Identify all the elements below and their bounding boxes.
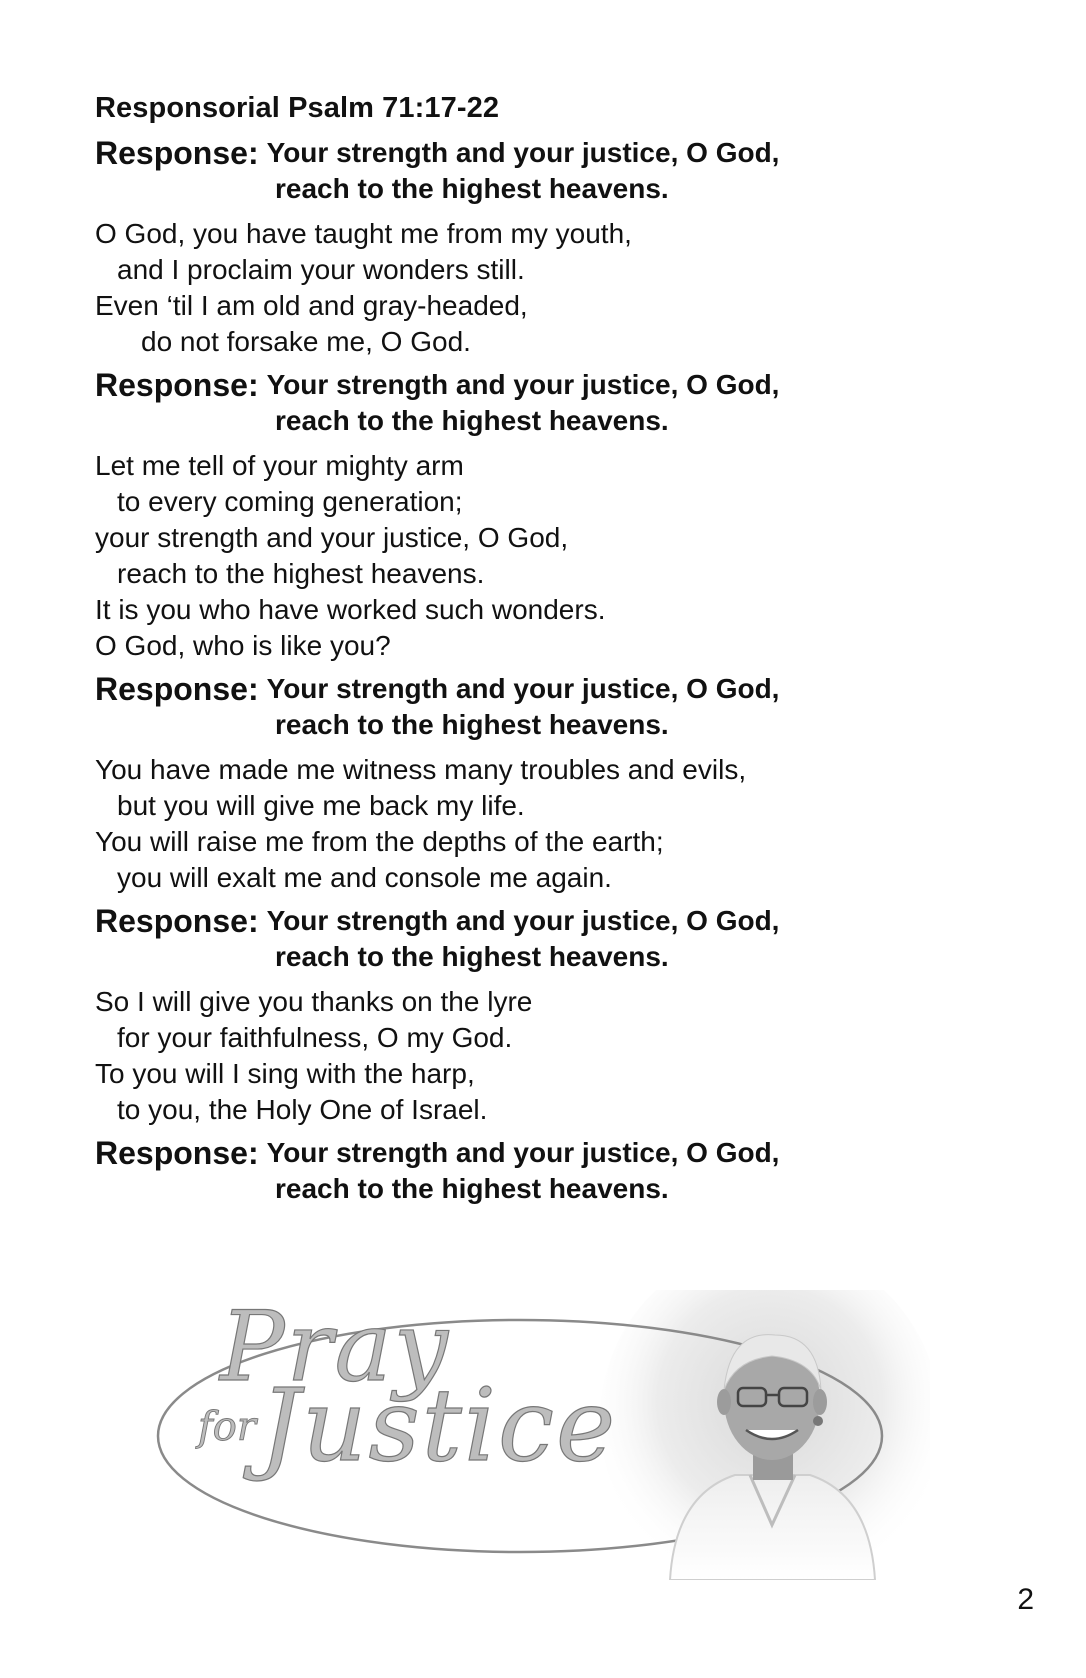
response-line-1: Your strength and your justice, O God, <box>266 673 780 704</box>
response-line-2: reach to the highest heavens. <box>275 1173 669 1204</box>
stanza-line: O God, you have taught me from my youth, <box>95 218 632 249</box>
response-line-1: Your strength and your justice, O God, <box>266 137 780 168</box>
stanza-3 <box>95 752 975 896</box>
logo-word-small: for <box>198 1404 257 1450</box>
response-label: Response: <box>95 367 259 403</box>
response-label: Response: <box>95 671 259 707</box>
stanza-line: It is you who have worked such wonders. <box>95 594 606 625</box>
response-line-2: reach to the highest heavens. <box>275 173 669 204</box>
stanza-line: do not forsake me, O God. <box>141 326 471 357</box>
stanza-line: You will raise me from the depths of the earth; <box>95 826 664 857</box>
stanza-line: to every coming generation; <box>117 486 463 517</box>
stanza-line: You have made me witness many troubles and evils, <box>95 754 747 785</box>
stanza-1 <box>95 216 975 360</box>
stanza-line: So I will give you thanks on the lyre <box>95 986 533 1017</box>
stanza-line: O God, who is like you? <box>95 630 391 661</box>
stanza-line: Let me tell of your mighty arm <box>95 450 464 481</box>
stanza-4 <box>95 984 975 1128</box>
logo-word-bottom: Justice <box>260 1367 618 1484</box>
stanza-line: reach to the highest heavens. <box>117 558 485 589</box>
stanza-line: To you will I sing with the harp, <box>95 1058 475 1089</box>
response-block <box>95 1135 975 1207</box>
stanza-2 <box>95 448 975 664</box>
response-block <box>95 367 975 439</box>
logo-word-top: Pray <box>220 1291 450 1403</box>
psalm-content <box>95 88 975 1216</box>
response-label: Response: <box>95 135 259 171</box>
response-block <box>95 135 975 207</box>
response-line-2: reach to the highest heavens. <box>275 405 669 436</box>
page-title: Responsorial Psalm 71:17-22 <box>95 92 500 124</box>
stanza-line: your strength and your justice, O God, <box>95 522 569 553</box>
page-number: 2 <box>1017 1583 1034 1616</box>
pray-for-justice-logo <box>150 1290 930 1580</box>
response-line-2: reach to the highest heavens. <box>275 709 669 740</box>
stanza-line: you will exalt me and console me again. <box>117 862 612 893</box>
response-line-1: Your strength and your justice, O God, <box>266 905 780 936</box>
response-block <box>95 903 975 975</box>
response-line-1: Your strength and your justice, O God, <box>266 1137 780 1168</box>
stanza-line: Even ‘til I am old and gray-headed, <box>95 290 528 321</box>
stanza-line: to you, the Holy One of Israel. <box>117 1094 488 1125</box>
stanza-line: and I proclaim your wonders still. <box>117 254 525 285</box>
response-label: Response: <box>95 1135 259 1171</box>
stanza-line: but you will give me back my life. <box>117 790 525 821</box>
response-line-2: reach to the highest heavens. <box>275 941 669 972</box>
stanza-line: for your faithfulness, O my God. <box>117 1022 513 1053</box>
response-label: Response: <box>95 903 259 939</box>
response-line-1: Your strength and your justice, O God, <box>266 369 780 400</box>
response-block <box>95 671 975 743</box>
